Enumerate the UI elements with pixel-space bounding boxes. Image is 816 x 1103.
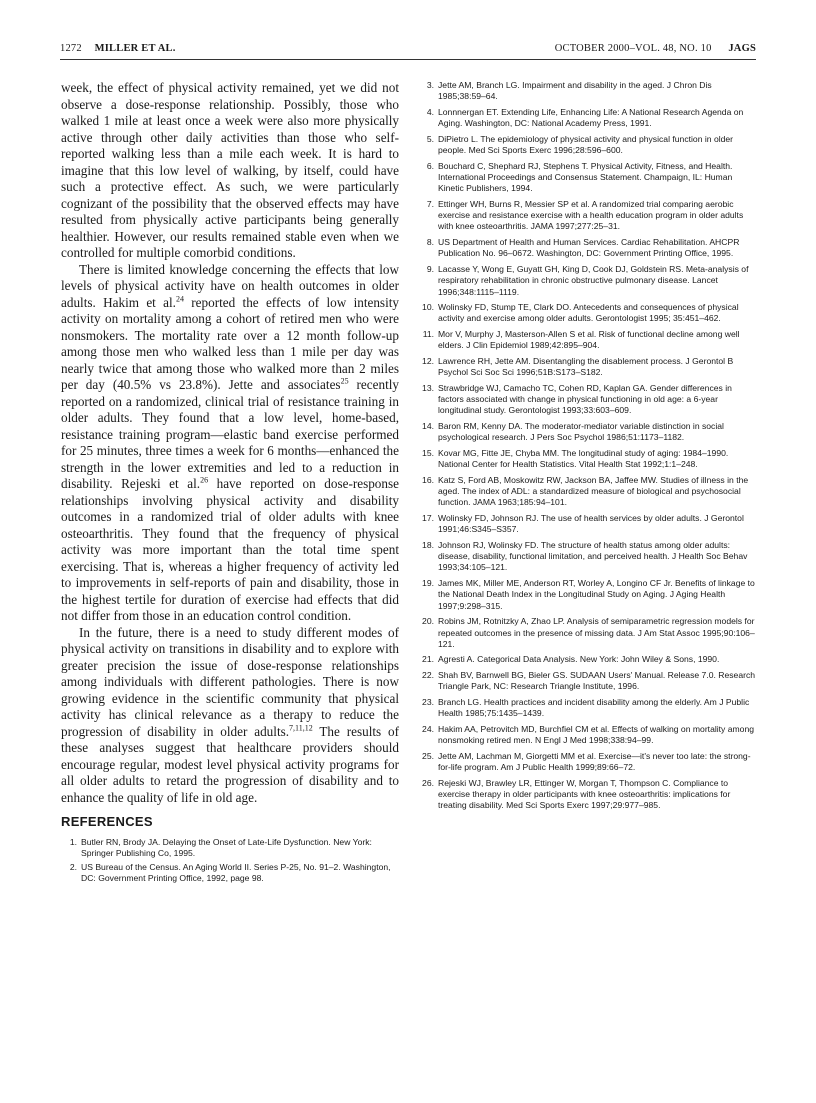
paragraph-text: have reported on dose-response relationships involving physical activity and disability outcomes in a randomized trial of older adults with knee osteoarthritis. They found that the frequency of physical activity was more important than the total time spent exercising. That is, whereas a higher frequency of activity led to improvements in self-reports of pain and disability, those in the highest tertile for duration of exercise had effects that did not differ from those in an education control condition. <box>61 476 399 623</box>
reference-text: Kovar MG, Fitte JE, Chyba MM. The longitudinal study of aging: 1984–1990. National Center for Health Statistics. Vital Health Stat 1992;1:1–248. <box>438 447 729 470</box>
references-heading: REFERENCES <box>61 814 153 829</box>
reference-text: Butler RN, Brody JA. Delaying the Onset of Late-Life Dysfunction. New York: Springer Publishing Co, 1995. <box>81 836 372 858</box>
reference-list-right <box>418 80 756 811</box>
reference-text: Lacasse Y, Wong E, Guyatt GH, King D, Cook DJ, Goldstein RS. Meta-analysis of respiratory rehabilitation in chronic obstructive pulmonary disease. Lancet 1996;348:1115–1119. <box>438 263 749 297</box>
reference-item <box>418 356 756 379</box>
reference-item <box>61 862 399 885</box>
reference-item <box>418 383 756 417</box>
reference-number: 14. <box>422 420 434 431</box>
reference-item <box>418 778 756 812</box>
paragraph-text: week, the effect of physical activity remained, yet we did not observe a dose-response relationship. Possibly, those who walked 1 mile at least once a week were also more physically active through other daily activities than those who self-reported walking less than a mile each week. It is hard to imagine that this low level of walking, by itself, could have such a protective effect. As such, we were particularly cognizant of the possibility that the observed effects may have resulted from physically active participants being generally healthier. However, our results remained stable even when we controlled for multiple comorbid conditions. <box>61 80 399 260</box>
reference-item <box>418 329 756 352</box>
reference-item <box>61 837 399 860</box>
left-column <box>61 80 399 888</box>
reference-item <box>418 513 756 536</box>
reference-item <box>418 264 756 298</box>
reference-item <box>418 199 756 233</box>
citation-superscript: 25 <box>340 376 349 386</box>
header-right <box>555 43 756 54</box>
reference-number: 3. <box>426 80 434 90</box>
reference-item <box>418 80 756 103</box>
paragraph-text: There is limited knowledge concerning the effects that low levels of physical activity have on health outcomes in older adults. Hakim et al. <box>61 261 399 310</box>
reference-text: Lawrence RH, Jette AM. Disentangling the disablement process. J Gerontol B Psychol Sci Soc Sci 1996;51B:S173–S182. <box>438 355 734 378</box>
running-authors: MILLER ET AL. <box>94 43 176 54</box>
reference-text: Strawbridge WJ, Camacho TC, Cohen RD, Kaplan GA. Gender differences in factors associated with change in physical functioning in old age: a 6-year longitudinal study. Gerontologist 1993;33:603–609. <box>438 382 732 416</box>
reference-text: US Department of Health and Human Services. Cardiac Rehabilitation. AHCPR Publication No. 96–0672. Washington, DC: Government Printing Office, 1995. <box>438 237 740 259</box>
reference-number: 24. <box>422 723 434 734</box>
reference-number: 4. <box>426 106 434 117</box>
page-number: 1272 <box>60 43 82 54</box>
right-column <box>418 80 756 816</box>
reference-number: 2. <box>69 862 77 873</box>
reference-number: 16. <box>422 474 434 485</box>
reference-item <box>418 540 756 574</box>
reference-item <box>418 237 756 260</box>
paragraph-text: In the future, there is a need to study different modes of physical activity on transitions in disability and to explore with greater precision the issue of dose-response relationships among individuals with different pathologies. There is now growing evidence in the scientific community that physical activity has clinical relevance as a therapy to reduce the progression of disability in older adults. <box>61 624 399 739</box>
reference-number: 11. <box>422 329 434 340</box>
reference-number: 7. <box>426 198 434 209</box>
paragraph-text: The results of these analyses suggest that healthcare providers should encourage regular, modest level physical activity programs for all older adults to retard the progression of disability and to enhance the quality of life in old age. <box>61 723 399 805</box>
reference-number: 26. <box>422 777 434 788</box>
reference-text: James MK, Miller ME, Anderson RT, Worley A, Longino CF Jr. Benefits of linkage to the National Death Index in the Longitudinal Study on Aging. J Aging Health 1997;9:298–315. <box>438 578 755 611</box>
reference-item <box>418 697 756 720</box>
paragraph-text: recently reported on a randomized, clinical trial of resistance training in older adults. They found that a low level, home-based, resistance training program—elastic band exercise performed for 25 minutes, three times a week for 6 months—enhanced the strength in the lower extremities and led to a reduction in disability. Rejeski et al. <box>61 377 400 491</box>
reference-text: Wolinsky FD, Stump TE, Clark DO. Antecedents and consequences of physical activity and exercise among older adults. Gerontologist 1995; 35:451–462. <box>438 302 739 324</box>
reference-item <box>418 616 756 650</box>
reference-text: Katz S, Ford AB, Moskowitz RW, Jackson BA, Jaffee MW. Studies of illness in the aged. The index of ADL: a standardized measure of biological and psychosocial function. JAMA 1963;185:94–101. <box>438 474 749 508</box>
reference-item <box>418 302 756 325</box>
reference-number: 19. <box>422 578 434 589</box>
reference-item <box>418 107 756 130</box>
reference-text: US Bureau of the Census. An Aging World II. Series P-25, No. 91–2. Washington, DC: Government Printing Office, 1992, page 98. <box>81 862 391 884</box>
reference-item <box>418 475 756 509</box>
reference-number: 20. <box>422 616 434 627</box>
reference-number: 12. <box>422 355 434 366</box>
paragraph-text: reported the effects of low intensity activity on mortality among a cohort of retired men who were nonsmokers. The mortality rate over a 12 month follow-up among those men who walked less than 1 mile per day was nearly twice that among those who walked more than 2 miles per day (40.5% vs 23.8%). Jette and associates <box>61 294 399 392</box>
journal-name: JAGS <box>728 43 756 54</box>
reference-number: 25. <box>422 750 434 761</box>
citation-superscript: 26 <box>200 475 209 485</box>
reference-text: Ettinger WH, Burns R, Messier SP et al. A randomized trial comparing aerobic exercise and resistance exercise with a health education program in older adults with knee osteoarthritis. JAMA 1997;277:25–31. <box>438 198 744 232</box>
reference-text: Jette AM, Lachman M, Giorgetti MM et al. Exercise—it's never too late: the strong-for-life program. Am J Public Health 1999;89:66–72. <box>438 750 751 772</box>
reference-text: Agresti A. Categorical Data Analysis. New York: John Wiley & Sons, 1990. <box>438 654 720 665</box>
reference-number: 23. <box>422 696 434 707</box>
reference-text: DiPietro L. The epidemiology of physical activity and physical function in older people. Med Sci Sports Exerc 1996;28:596–600. <box>438 133 734 156</box>
reference-text: Shah BV, Barnwell BG, Bieler GS. SUDAAN Users' Manual. Release 7.0. Research Triangle Park, NC: Research Triangle Institute, 1996. <box>438 670 756 692</box>
reference-item <box>418 670 756 693</box>
reference-text: Lonnnergan ET. Extending Life, Enhancing Life: A National Research Agenda on Aging. Washington, DC: National Academy Press, 1991. <box>438 106 744 129</box>
reference-text: Wolinsky FD, Johnson RJ. The use of health services by older adults. J Gerontol 1991;46:S345–S357. <box>438 512 744 535</box>
reference-text: Rejeski WJ, Brawley LR, Ettinger W, Morgan T, Thompson C. Compliance to exercise therapy in older participants with knee osteoarthritis: implications for treating disability. Med Sci Sports Exerc 1997;29:977–985. <box>438 777 731 811</box>
header-rule <box>60 59 756 60</box>
reference-number: 9. <box>426 263 434 274</box>
reference-number: 6. <box>426 160 434 171</box>
reference-number: 18. <box>422 539 434 550</box>
reference-text: Baron RM, Kenny DA. The moderator-mediator variable distinction in social psychological research. J Pers Soc Psychol 1986;51:1173–1182. <box>438 420 724 443</box>
reference-number: 1. <box>69 836 77 847</box>
reference-text: Jette AM, Branch LG. Impairment and disability in the aged. J Chron Dis 1985;38:59–64. <box>438 80 712 102</box>
reference-text: Johnson RJ, Wolinsky FD. The structure of health status among older adults: disease, disability, functional limitation, and perceived health. J Health Soc Behav 1993;34:105–121. <box>438 539 748 573</box>
body-paragraph-1 <box>61 80 399 262</box>
citation-superscript: 24 <box>175 294 184 304</box>
reference-number: 22. <box>422 670 434 680</box>
reference-number: 13. <box>422 382 434 393</box>
reference-text: Hakim AA, Petrovitch MD, Burchfiel CM et al. Effects of walking on mortality among nonsmoking retired men. N Engl J Med 1998;338:94–99. <box>438 723 755 746</box>
reference-item <box>418 134 756 157</box>
reference-text: Mor V, Murphy J, Masterson-Allen S et al. Risk of functional decline among well elders. J Clin Epidemiol 1989;42:895–904. <box>438 329 740 351</box>
reference-item <box>418 448 756 471</box>
reference-item <box>418 654 756 665</box>
running-header <box>60 43 756 57</box>
body-paragraph-2 <box>61 262 399 625</box>
citation-superscript: 7,11,12 <box>289 723 313 733</box>
reference-number: 5. <box>426 133 434 144</box>
reference-text: Branch LG. Health practices and incident disability among the elderly. Am J Public Health 1985;75:1435–1439. <box>438 696 750 719</box>
issue-info: OCTOBER 2000–VOL. 48, NO. 10 <box>554 43 712 54</box>
body-paragraph-3 <box>61 625 399 807</box>
reference-number: 17. <box>422 512 434 523</box>
reference-item <box>418 421 756 444</box>
reference-text: Robins JM, Rotnitzky A, Zhao LP. Analysis of semiparametric regression models for repeated outcomes in the presence of missing data. J Am Stat Assoc 1995;90:106–121. <box>438 616 755 649</box>
reference-number: 21. <box>422 654 434 665</box>
reference-number: 15. <box>422 447 434 458</box>
reference-list-left <box>61 837 399 885</box>
reference-item <box>418 751 756 774</box>
header-left <box>60 43 176 54</box>
reference-text: Bouchard C, Shephard RJ, Stephens T. Physical Activity, Fitness, and Health. International Proceedings and Consensus Statement. Champaign, IL: Human Kinetic Publishers, 1994. <box>438 160 733 194</box>
reference-item <box>418 161 756 195</box>
reference-number: 8. <box>426 237 434 248</box>
reference-number: 10. <box>422 302 434 313</box>
reference-item <box>418 578 756 612</box>
reference-item <box>418 724 756 747</box>
